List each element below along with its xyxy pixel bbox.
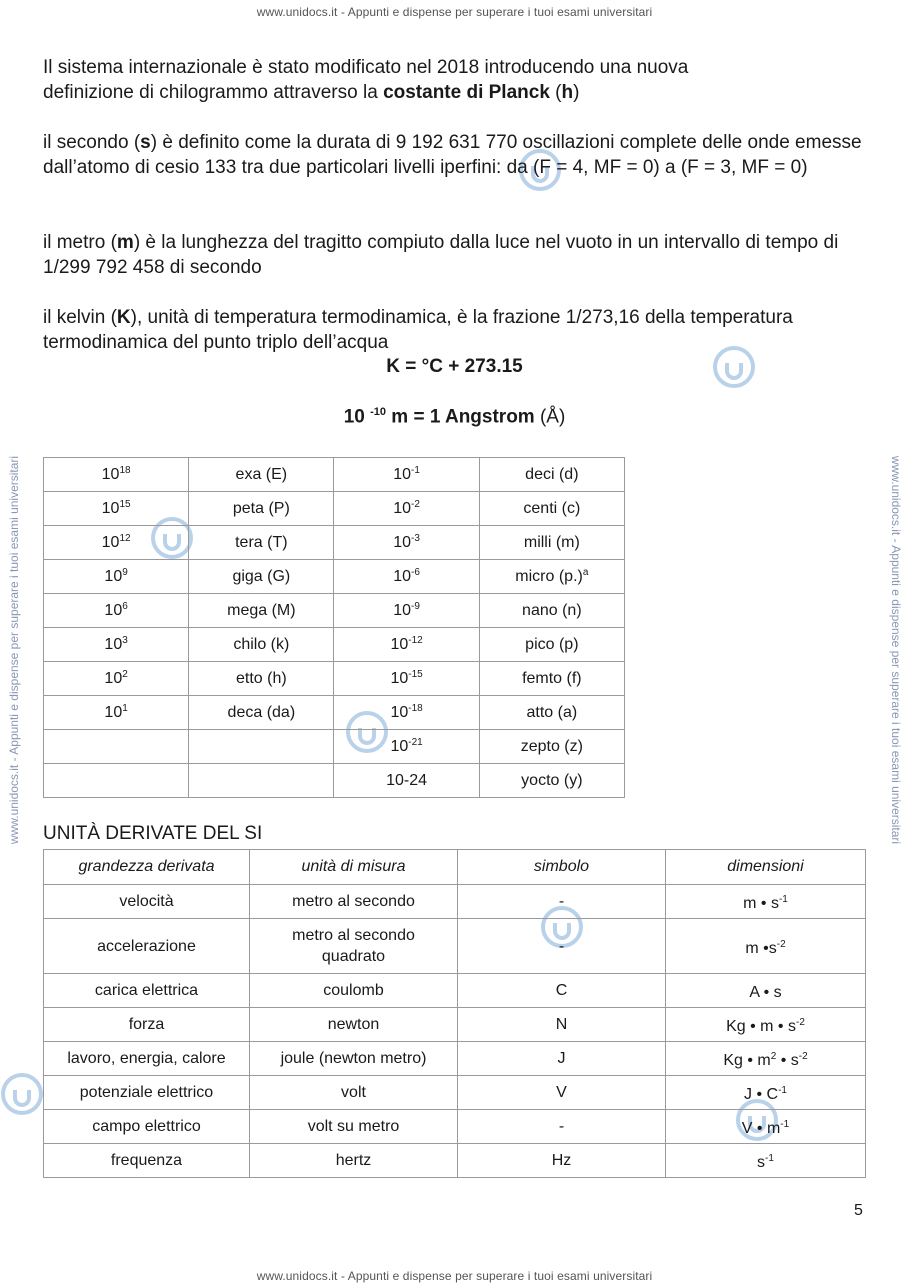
kelvin-formula: K = °C + 273.15 — [386, 356, 523, 377]
quantity-cell: frequenza — [44, 1144, 250, 1178]
positive-power: $10^3$ — [44, 628, 189, 662]
negative-power: $10^{-21}$ — [334, 730, 479, 764]
quantity-cell: velocità — [44, 885, 250, 919]
negative-power: $10^{-18}$ — [334, 696, 479, 730]
symbol-cell: - — [458, 885, 666, 919]
positive-prefix: exa (E) — [189, 458, 334, 492]
kelvin-def-post: ), unità di temperatura termodinamica, è la frazione 1/273,16 della temperatura termodinamica del punto triplo dell’acqua — [43, 307, 793, 353]
dimensions-cell: Kg • $m^2$ • $s^{-2}$ — [666, 1042, 866, 1076]
dimensions-cell: A • s — [666, 974, 866, 1008]
negative-prefix: micro $(p.)^a$ — [479, 560, 624, 594]
unit-cell: newton — [250, 1008, 458, 1042]
positive-prefix: deca (da) — [189, 696, 334, 730]
dimensions-cell: m • $s^{-1}$ — [666, 885, 866, 919]
dimensions-cell: m $•s^{-2}$ — [666, 919, 866, 974]
watermark-bottom: www.unidocs.it - Appunti e dispense per superare i tuoi esami universitari — [256, 1269, 653, 1283]
positive-power: $10^2$ — [44, 662, 189, 696]
positive-power: $10^6$ — [44, 594, 189, 628]
angstrom-base: 10 — [343, 406, 371, 428]
metre-def-pre: il metro ( — [43, 232, 117, 253]
positive-power — [44, 730, 189, 764]
table-row — [44, 696, 625, 730]
unit-cell: metro al secondo quadrato — [250, 919, 458, 974]
positive-prefix: etto (h) — [189, 662, 334, 696]
symbol-cell: J — [458, 1042, 666, 1076]
positive-power — [44, 764, 189, 798]
negative-power: $10^{-3}$ — [334, 526, 479, 560]
table-row — [44, 919, 866, 974]
positive-power: $10^{12}$ — [44, 526, 189, 560]
quantity-cell: potenziale elettrico — [44, 1076, 250, 1110]
positive-power: $10^9$ — [44, 560, 189, 594]
positive-prefix: peta (P) — [189, 492, 334, 526]
unit-cell: hertz — [250, 1144, 458, 1178]
header-symbol: simbolo — [458, 850, 666, 885]
unidocs-logo-icon — [0, 1072, 44, 1116]
symbol-cell: - — [458, 919, 666, 974]
table-header-row — [44, 850, 866, 885]
table-row — [44, 764, 625, 798]
header-quantity: grandezza derivata — [44, 850, 250, 885]
negative-power: $10^{-6}$ — [334, 560, 479, 594]
table-row — [44, 1144, 866, 1178]
quantity-cell: accelerazione — [44, 919, 250, 974]
dimensions-cell: J • $C^{-1}$ — [666, 1076, 866, 1110]
quantity-cell: carica elettrica — [44, 974, 250, 1008]
table-row — [44, 1110, 866, 1144]
table-row — [44, 1008, 866, 1042]
negative-prefix: milli (m) — [479, 526, 624, 560]
derived-units-title: UNITÀ DERIVATE DEL SI — [43, 823, 263, 844]
table-row — [44, 526, 625, 560]
symbol-cell: V — [458, 1076, 666, 1110]
table-row — [44, 628, 625, 662]
unit-cell: coulomb — [250, 974, 458, 1008]
quantity-cell: campo elettrico — [44, 1110, 250, 1144]
table-row — [44, 974, 866, 1008]
negative-power: $10^{-2}$ — [334, 492, 479, 526]
dimensions-cell: Kg • m • $s^{-2}$ — [666, 1008, 866, 1042]
symbol-cell: N — [458, 1008, 666, 1042]
positive-prefix: chilo (k) — [189, 628, 334, 662]
intro-line-1: Il sistema internazionale è stato modificato nel 2018 introducendo una nuova — [43, 57, 689, 78]
watermark-left: www.unidocs.it - Appunti e dispense per superare i tuoi esami universitari — [7, 455, 21, 845]
planck-symbol: h — [561, 82, 574, 103]
watermark-top: www.unidocs.it - Appunti e dispense per superare i tuoi esami universitari — [256, 5, 653, 19]
positive-prefix — [189, 764, 334, 798]
positive-prefix: tera (T) — [189, 526, 334, 560]
positive-prefix: mega (M) — [189, 594, 334, 628]
angstrom-exponent: -10 — [370, 406, 387, 418]
header-unit: unità di misura — [250, 850, 458, 885]
table-row — [44, 458, 625, 492]
positive-prefix — [189, 730, 334, 764]
table-row — [44, 560, 625, 594]
unit-cell: volt — [250, 1076, 458, 1110]
angstrom-symbol: (Å) — [539, 406, 566, 428]
angstrom-equation: m = 1 Angstrom — [386, 406, 540, 428]
intro-paren-open: ( — [549, 82, 562, 103]
symbol-cell: C — [458, 974, 666, 1008]
derived-units-table — [43, 849, 866, 1178]
metre-def-post: ) è la lunghezza del tragitto compiuto dalla luce nel vuoto in un intervallo di tempo di 1/299 792 458 di secondo — [43, 232, 839, 278]
negative-prefix: zepto (z) — [479, 730, 624, 764]
table-row — [44, 492, 625, 526]
table-row — [44, 1076, 866, 1110]
negative-power: $10^{-1}$ — [334, 458, 479, 492]
negative-prefix: yocto (y) — [479, 764, 624, 798]
unit-cell: metro al secondo — [250, 885, 458, 919]
unit-cell: volt su metro — [250, 1110, 458, 1144]
si-prefix-table — [43, 457, 625, 798]
table-row — [44, 662, 625, 696]
positive-prefix: giga (G) — [189, 560, 334, 594]
intro-paragraph — [43, 55, 873, 105]
negative-power: $10^{-15}$ — [334, 662, 479, 696]
second-def-post: ) è definito come la durata di 9 192 631 770 oscillazioni complete delle onde emesse dall’atomo di cesio 133 tra due particolari livelli iperfini: da (F = 4, MF = 0) a (F = 3, MF = 0) — [43, 132, 862, 178]
table-row — [44, 594, 625, 628]
unit-cell: joule (newton metro) — [250, 1042, 458, 1076]
intro-paren-close: ) — [573, 82, 580, 103]
positive-power: $10^{18}$ — [44, 458, 189, 492]
kelvin-definition — [43, 305, 873, 355]
dimensions-cell: $s^{-1}$ — [666, 1144, 866, 1178]
planck-constant-term: costante di Planck — [383, 82, 550, 103]
negative-power: $10^{-9}$ — [334, 594, 479, 628]
negative-prefix: deci (d) — [479, 458, 624, 492]
symbol-cell: Hz — [458, 1144, 666, 1178]
intro-line-2-text: definizione di chilogrammo attraverso la — [43, 82, 384, 103]
angstrom-formula — [0, 406, 909, 428]
second-symbol: s — [140, 132, 151, 153]
negative-prefix: nano (n) — [479, 594, 624, 628]
negative-power: 10-24 — [334, 764, 479, 798]
table-row — [44, 1042, 866, 1076]
metre-symbol: m — [116, 232, 134, 253]
quantity-cell: lavoro, energia, calore — [44, 1042, 250, 1076]
negative-prefix: femto (f) — [479, 662, 624, 696]
positive-power: $10^{15}$ — [44, 492, 189, 526]
negative-prefix: atto (a) — [479, 696, 624, 730]
page-number: 5 — [854, 1202, 863, 1219]
negative-prefix: centi (c) — [479, 492, 624, 526]
negative-power: $10^{-12}$ — [334, 628, 479, 662]
symbol-cell: - — [458, 1110, 666, 1144]
watermark-right: www.unidocs.it - Appunti e dispense per superare i tuoi esami universitari — [889, 455, 903, 845]
quantity-cell: forza — [44, 1008, 250, 1042]
kelvin-def-pre: il kelvin ( — [43, 307, 117, 328]
kelvin-symbol: K — [116, 307, 131, 328]
second-def-pre: il secondo ( — [43, 132, 141, 153]
dimensions-cell: V • $m^{-1}$ — [666, 1110, 866, 1144]
table-row — [44, 885, 866, 919]
table-row — [44, 730, 625, 764]
second-definition — [43, 130, 873, 180]
header-dimensions: dimensioni — [666, 850, 866, 885]
metre-definition — [43, 230, 873, 280]
negative-prefix: pico (p) — [479, 628, 624, 662]
positive-power: $10^1$ — [44, 696, 189, 730]
